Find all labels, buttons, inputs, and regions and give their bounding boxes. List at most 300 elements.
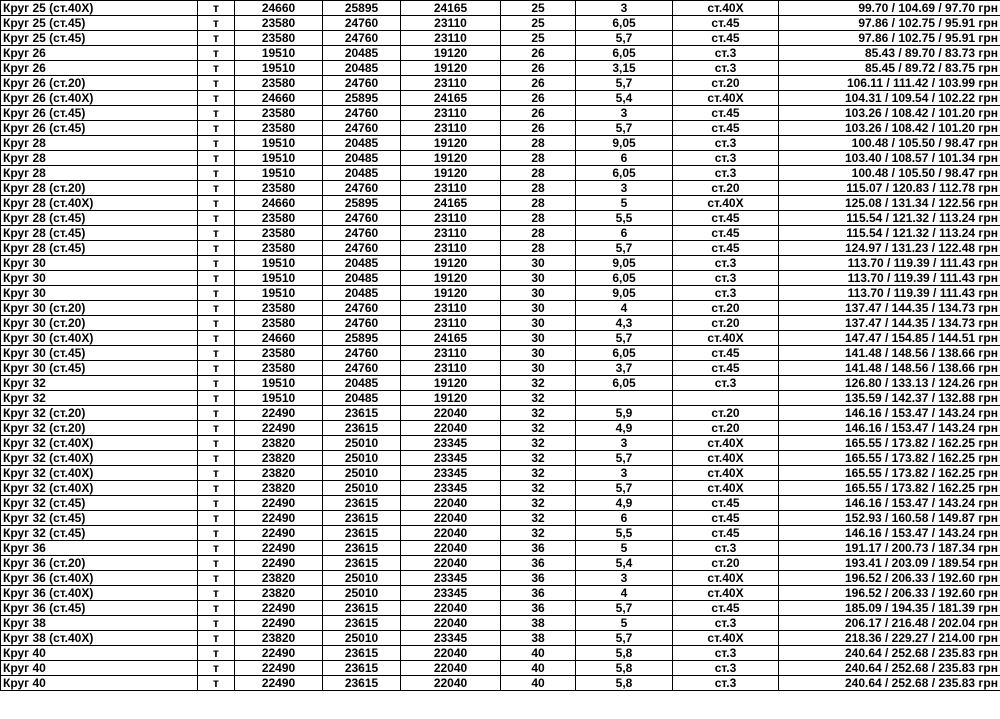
- price-2-cell: 20485: [323, 46, 401, 61]
- steel-grade-cell: ст.45: [673, 601, 779, 616]
- table-row: [1, 271, 1000, 286]
- table-row: [1, 136, 1000, 151]
- unit-price-cell: 104.31 / 109.54 / 102.22 грн: [779, 91, 1000, 106]
- product-name-cell: Круг 32 (ст.45): [1, 526, 198, 541]
- price-3-cell: 23345: [401, 481, 501, 496]
- unit-cell: т: [198, 241, 235, 256]
- price-2-cell: 23615: [323, 556, 401, 571]
- diameter-cell: 28: [501, 241, 576, 256]
- price-3-cell: 19120: [401, 286, 501, 301]
- price-2-cell: 24760: [323, 226, 401, 241]
- unit-cell: т: [198, 421, 235, 436]
- unit-cell: т: [198, 1, 235, 16]
- table-row: [1, 556, 1000, 571]
- unit-price-cell: 165.55 / 173.82 / 162.25 грн: [779, 451, 1000, 466]
- unit-price-cell: 97.86 / 102.75 / 95.91 грн: [779, 31, 1000, 46]
- steel-grade-cell: ст.20: [673, 316, 779, 331]
- steel-grade-cell: ст.45: [673, 241, 779, 256]
- length-cell: 5,5: [576, 526, 673, 541]
- product-name-cell: Круг 36: [1, 541, 198, 556]
- steel-grade-cell: ст.3: [673, 136, 779, 151]
- price-2-cell: 23615: [323, 676, 401, 691]
- table-row: [1, 451, 1000, 466]
- table-row: [1, 76, 1000, 91]
- unit-cell: т: [198, 286, 235, 301]
- product-name-cell: Круг 32 (ст.20): [1, 406, 198, 421]
- price-3-cell: 23110: [401, 16, 501, 31]
- unit-cell: т: [198, 256, 235, 271]
- length-cell: 5,7: [576, 451, 673, 466]
- price-1-cell: 24660: [235, 91, 323, 106]
- price-1-cell: 22490: [235, 556, 323, 571]
- price-1-cell: 23580: [235, 76, 323, 91]
- unit-cell: т: [198, 601, 235, 616]
- diameter-cell: 36: [501, 556, 576, 571]
- table-row: [1, 181, 1000, 196]
- unit-price-cell: 146.16 / 153.47 / 143.24 грн: [779, 496, 1000, 511]
- length-cell: 5: [576, 616, 673, 631]
- price-2-cell: 24760: [323, 301, 401, 316]
- diameter-cell: 32: [501, 376, 576, 391]
- diameter-cell: 32: [501, 421, 576, 436]
- steel-grade-cell: ст.20: [673, 181, 779, 196]
- diameter-cell: 30: [501, 361, 576, 376]
- price-2-cell: 23615: [323, 496, 401, 511]
- length-cell: 5,8: [576, 661, 673, 676]
- price-3-cell: 19120: [401, 391, 501, 406]
- unit-price-cell: 152.93 / 160.58 / 149.87 грн: [779, 511, 1000, 526]
- product-name-cell: Круг 32: [1, 391, 198, 406]
- steel-grade-cell: ст.45: [673, 16, 779, 31]
- diameter-cell: 40: [501, 646, 576, 661]
- price-1-cell: 23580: [235, 241, 323, 256]
- unit-price-cell: 206.17 / 216.48 / 202.04 грн: [779, 616, 1000, 631]
- unit-price-cell: 100.48 / 105.50 / 98.47 грн: [779, 166, 1000, 181]
- price-3-cell: 23345: [401, 466, 501, 481]
- steel-grade-cell: ст.20: [673, 556, 779, 571]
- product-name-cell: Круг 36 (ст.40Х): [1, 571, 198, 586]
- price-3-cell: 22040: [401, 601, 501, 616]
- steel-grade-cell: [673, 391, 779, 406]
- diameter-cell: 30: [501, 271, 576, 286]
- unit-price-cell: 196.52 / 206.33 / 192.60 грн: [779, 571, 1000, 586]
- steel-grade-cell: ст.3: [673, 166, 779, 181]
- unit-price-cell: 113.70 / 119.39 / 111.43 грн: [779, 271, 1000, 286]
- table-row: [1, 511, 1000, 526]
- diameter-cell: 38: [501, 631, 576, 646]
- price-1-cell: 19510: [235, 136, 323, 151]
- price-3-cell: 22040: [401, 526, 501, 541]
- length-cell: 5,5: [576, 211, 673, 226]
- table-row: [1, 301, 1000, 316]
- diameter-cell: 26: [501, 91, 576, 106]
- steel-grade-cell: ст.3: [673, 286, 779, 301]
- table-row: [1, 286, 1000, 301]
- diameter-cell: 28: [501, 166, 576, 181]
- price-1-cell: 23580: [235, 121, 323, 136]
- table-row: [1, 376, 1000, 391]
- unit-price-cell: 97.86 / 102.75 / 95.91 грн: [779, 16, 1000, 31]
- price-2-cell: 20485: [323, 136, 401, 151]
- price-3-cell: 22040: [401, 616, 501, 631]
- product-name-cell: Круг 30: [1, 271, 198, 286]
- price-3-cell: 23110: [401, 31, 501, 46]
- diameter-cell: 32: [501, 466, 576, 481]
- product-name-cell: Круг 26 (ст.45): [1, 106, 198, 121]
- diameter-cell: 36: [501, 586, 576, 601]
- length-cell: 6,05: [576, 46, 673, 61]
- price-1-cell: 23580: [235, 31, 323, 46]
- unit-price-cell: 126.80 / 133.13 / 124.26 грн: [779, 376, 1000, 391]
- diameter-cell: 25: [501, 31, 576, 46]
- table-row: [1, 661, 1000, 676]
- unit-price-cell: 146.16 / 153.47 / 143.24 грн: [779, 526, 1000, 541]
- unit-price-cell: 146.16 / 153.47 / 143.24 грн: [779, 421, 1000, 436]
- unit-price-cell: 135.59 / 142.37 / 132.88 грн: [779, 391, 1000, 406]
- price-1-cell: 23820: [235, 481, 323, 496]
- price-2-cell: 24760: [323, 181, 401, 196]
- price-1-cell: 23580: [235, 346, 323, 361]
- unit-cell: т: [198, 181, 235, 196]
- unit-cell: т: [198, 466, 235, 481]
- unit-price-cell: 240.64 / 252.68 / 235.83 грн: [779, 676, 1000, 691]
- table-row: [1, 61, 1000, 76]
- unit-cell: т: [198, 586, 235, 601]
- unit-cell: т: [198, 541, 235, 556]
- price-3-cell: 22040: [401, 541, 501, 556]
- price-2-cell: 20485: [323, 286, 401, 301]
- price-2-cell: 20485: [323, 271, 401, 286]
- length-cell: 3,15: [576, 61, 673, 76]
- price-1-cell: 19510: [235, 61, 323, 76]
- length-cell: 9,05: [576, 256, 673, 271]
- diameter-cell: 32: [501, 406, 576, 421]
- price-2-cell: 20485: [323, 391, 401, 406]
- unit-cell: т: [198, 316, 235, 331]
- price-2-cell: 23615: [323, 601, 401, 616]
- price-2-cell: 24760: [323, 346, 401, 361]
- steel-grade-cell: ст.40Х: [673, 1, 779, 16]
- length-cell: 4,9: [576, 496, 673, 511]
- product-name-cell: Круг 38: [1, 616, 198, 631]
- unit-price-cell: 115.07 / 120.83 / 112.78 грн: [779, 181, 1000, 196]
- table-row: [1, 421, 1000, 436]
- unit-cell: т: [198, 151, 235, 166]
- price-1-cell: 24660: [235, 331, 323, 346]
- price-3-cell: 23110: [401, 226, 501, 241]
- diameter-cell: 30: [501, 286, 576, 301]
- price-1-cell: 22490: [235, 406, 323, 421]
- unit-cell: т: [198, 226, 235, 241]
- price-3-cell: 23110: [401, 346, 501, 361]
- product-name-cell: Круг 25 (ст.45): [1, 31, 198, 46]
- price-3-cell: 19120: [401, 256, 501, 271]
- product-name-cell: Круг 25 (ст.45): [1, 16, 198, 31]
- product-name-cell: Круг 26 (ст.20): [1, 76, 198, 91]
- price-3-cell: 23110: [401, 76, 501, 91]
- unit-price-cell: 165.55 / 173.82 / 162.25 грн: [779, 436, 1000, 451]
- unit-cell: т: [198, 406, 235, 421]
- price-3-cell: 19120: [401, 136, 501, 151]
- length-cell: 6: [576, 511, 673, 526]
- diameter-cell: 26: [501, 121, 576, 136]
- steel-grade-cell: ст.45: [673, 496, 779, 511]
- length-cell: 3: [576, 466, 673, 481]
- steel-grade-cell: ст.3: [673, 61, 779, 76]
- price-3-cell: 23345: [401, 571, 501, 586]
- diameter-cell: 32: [501, 391, 576, 406]
- steel-grade-cell: ст.45: [673, 211, 779, 226]
- price-2-cell: 20485: [323, 151, 401, 166]
- table-row: [1, 601, 1000, 616]
- product-name-cell: Круг 32 (ст.20): [1, 421, 198, 436]
- unit-cell: т: [198, 76, 235, 91]
- table-row: [1, 481, 1000, 496]
- unit-price-cell: 103.26 / 108.42 / 101.20 грн: [779, 106, 1000, 121]
- table-row: [1, 631, 1000, 646]
- price-1-cell: 22490: [235, 496, 323, 511]
- table-row: [1, 646, 1000, 661]
- unit-cell: т: [198, 676, 235, 691]
- unit-price-cell: 240.64 / 252.68 / 235.83 грн: [779, 661, 1000, 676]
- unit-price-cell: 137.47 / 144.35 / 134.73 грн: [779, 301, 1000, 316]
- steel-grade-cell: ст.3: [673, 376, 779, 391]
- price-2-cell: 20485: [323, 376, 401, 391]
- price-2-cell: 20485: [323, 61, 401, 76]
- price-2-cell: 20485: [323, 256, 401, 271]
- steel-grade-cell: ст.40Х: [673, 481, 779, 496]
- price-3-cell: 23110: [401, 106, 501, 121]
- price-3-cell: 22040: [401, 556, 501, 571]
- diameter-cell: 30: [501, 301, 576, 316]
- price-3-cell: 19120: [401, 46, 501, 61]
- steel-grade-cell: ст.20: [673, 421, 779, 436]
- unit-cell: т: [198, 556, 235, 571]
- price-3-cell: 23110: [401, 361, 501, 376]
- price-2-cell: 23615: [323, 646, 401, 661]
- length-cell: 5,7: [576, 481, 673, 496]
- steel-grade-cell: ст.45: [673, 526, 779, 541]
- steel-grade-cell: ст.45: [673, 361, 779, 376]
- unit-price-cell: 103.40 / 108.57 / 101.34 грн: [779, 151, 1000, 166]
- price-2-cell: 24760: [323, 31, 401, 46]
- price-3-cell: 23110: [401, 181, 501, 196]
- steel-grade-cell: ст.40Х: [673, 451, 779, 466]
- diameter-cell: 26: [501, 46, 576, 61]
- unit-cell: т: [198, 106, 235, 121]
- price-2-cell: 25895: [323, 1, 401, 16]
- diameter-cell: 30: [501, 256, 576, 271]
- product-name-cell: Круг 30: [1, 256, 198, 271]
- price-3-cell: 24165: [401, 196, 501, 211]
- table-row: [1, 406, 1000, 421]
- length-cell: 3: [576, 1, 673, 16]
- price-1-cell: 24660: [235, 196, 323, 211]
- table-row: [1, 31, 1000, 46]
- steel-grade-cell: ст.45: [673, 346, 779, 361]
- price-1-cell: 22490: [235, 541, 323, 556]
- price-3-cell: 19120: [401, 166, 501, 181]
- table-row: [1, 211, 1000, 226]
- unit-price-cell: 137.47 / 144.35 / 134.73 грн: [779, 316, 1000, 331]
- price-3-cell: 23345: [401, 436, 501, 451]
- unit-price-cell: 165.55 / 173.82 / 162.25 грн: [779, 481, 1000, 496]
- diameter-cell: 28: [501, 226, 576, 241]
- table-row: [1, 496, 1000, 511]
- steel-grade-cell: ст.45: [673, 511, 779, 526]
- product-name-cell: Круг 30 (ст.20): [1, 301, 198, 316]
- unit-cell: т: [198, 301, 235, 316]
- length-cell: 5: [576, 541, 673, 556]
- length-cell: 5,7: [576, 331, 673, 346]
- unit-price-cell: 191.17 / 200.73 / 187.34 грн: [779, 541, 1000, 556]
- product-name-cell: Круг 36 (ст.40Х): [1, 586, 198, 601]
- diameter-cell: 32: [501, 451, 576, 466]
- unit-price-cell: 146.16 / 153.47 / 143.24 грн: [779, 406, 1000, 421]
- unit-price-cell: 147.47 / 154.85 / 144.51 грн: [779, 331, 1000, 346]
- steel-grade-cell: ст.3: [673, 541, 779, 556]
- product-name-cell: Круг 32 (ст.40Х): [1, 466, 198, 481]
- unit-cell: т: [198, 121, 235, 136]
- length-cell: 5,7: [576, 241, 673, 256]
- diameter-cell: 28: [501, 151, 576, 166]
- product-name-cell: Круг 32 (ст.40Х): [1, 451, 198, 466]
- diameter-cell: 25: [501, 16, 576, 31]
- unit-price-cell: 115.54 / 121.32 / 113.24 грн: [779, 226, 1000, 241]
- product-name-cell: Круг 28 (ст.45): [1, 211, 198, 226]
- unit-price-cell: 85.45 / 89.72 / 83.75 грн: [779, 61, 1000, 76]
- price-1-cell: 23820: [235, 451, 323, 466]
- unit-cell: т: [198, 496, 235, 511]
- diameter-cell: 30: [501, 316, 576, 331]
- diameter-cell: 26: [501, 76, 576, 91]
- price-1-cell: 22490: [235, 526, 323, 541]
- product-name-cell: Круг 40: [1, 661, 198, 676]
- unit-cell: т: [198, 16, 235, 31]
- price-2-cell: 23615: [323, 661, 401, 676]
- unit-cell: т: [198, 646, 235, 661]
- unit-cell: т: [198, 436, 235, 451]
- unit-price-cell: 106.11 / 111.42 / 103.99 грн: [779, 76, 1000, 91]
- diameter-cell: 36: [501, 571, 576, 586]
- unit-price-cell: 113.70 / 119.39 / 111.43 грн: [779, 256, 1000, 271]
- unit-price-cell: 115.54 / 121.32 / 113.24 грн: [779, 211, 1000, 226]
- product-name-cell: Круг 26 (ст.40Х): [1, 91, 198, 106]
- price-3-cell: 23110: [401, 301, 501, 316]
- unit-cell: т: [198, 631, 235, 646]
- product-name-cell: Круг 40: [1, 676, 198, 691]
- steel-grade-cell: ст.3: [673, 616, 779, 631]
- product-name-cell: Круг 28: [1, 136, 198, 151]
- diameter-cell: 32: [501, 496, 576, 511]
- unit-cell: т: [198, 211, 235, 226]
- diameter-cell: 26: [501, 106, 576, 121]
- table-row: [1, 241, 1000, 256]
- product-name-cell: Круг 28 (ст.45): [1, 241, 198, 256]
- length-cell: 5,7: [576, 76, 673, 91]
- price-1-cell: 23820: [235, 466, 323, 481]
- price-1-cell: 22490: [235, 511, 323, 526]
- price-2-cell: 25010: [323, 631, 401, 646]
- unit-cell: т: [198, 391, 235, 406]
- price-3-cell: 22040: [401, 421, 501, 436]
- unit-cell: т: [198, 196, 235, 211]
- price-2-cell: 23615: [323, 541, 401, 556]
- unit-price-cell: 124.97 / 131.23 / 122.48 грн: [779, 241, 1000, 256]
- table-row: [1, 256, 1000, 271]
- steel-grade-cell: ст.40Х: [673, 586, 779, 601]
- product-name-cell: Круг 32: [1, 376, 198, 391]
- unit-cell: т: [198, 481, 235, 496]
- product-name-cell: Круг 30 (ст.40Х): [1, 331, 198, 346]
- table-row: [1, 616, 1000, 631]
- table-row: [1, 391, 1000, 406]
- steel-grade-cell: ст.40Х: [673, 331, 779, 346]
- length-cell: 5,4: [576, 91, 673, 106]
- steel-grade-cell: ст.3: [673, 46, 779, 61]
- price-3-cell: 22040: [401, 646, 501, 661]
- steel-grade-cell: ст.3: [673, 256, 779, 271]
- price-2-cell: 24760: [323, 211, 401, 226]
- table-row: [1, 196, 1000, 211]
- price-3-cell: 23110: [401, 241, 501, 256]
- unit-price-cell: 85.43 / 89.70 / 83.73 грн: [779, 46, 1000, 61]
- length-cell: 5,7: [576, 121, 673, 136]
- table-row: [1, 1, 1000, 16]
- unit-cell: т: [198, 661, 235, 676]
- unit-price-cell: 141.48 / 148.56 / 138.66 грн: [779, 346, 1000, 361]
- price-1-cell: 23580: [235, 226, 323, 241]
- price-2-cell: 23615: [323, 406, 401, 421]
- price-3-cell: 24165: [401, 91, 501, 106]
- price-2-cell: 24760: [323, 106, 401, 121]
- unit-cell: т: [198, 616, 235, 631]
- unit-cell: т: [198, 346, 235, 361]
- price-2-cell: 25010: [323, 586, 401, 601]
- product-name-cell: Круг 32 (ст.45): [1, 511, 198, 526]
- price-1-cell: 24660: [235, 1, 323, 16]
- price-1-cell: 23580: [235, 211, 323, 226]
- price-1-cell: 19510: [235, 256, 323, 271]
- price-2-cell: 23615: [323, 421, 401, 436]
- price-1-cell: 19510: [235, 166, 323, 181]
- price-2-cell: 25895: [323, 196, 401, 211]
- table-row: [1, 676, 1000, 691]
- steel-grade-cell: ст.3: [673, 151, 779, 166]
- length-cell: 5: [576, 196, 673, 211]
- price-3-cell: 22040: [401, 496, 501, 511]
- unit-cell: т: [198, 46, 235, 61]
- price-1-cell: 23820: [235, 586, 323, 601]
- unit-price-cell: 100.48 / 105.50 / 98.47 грн: [779, 136, 1000, 151]
- price-table-body: [1, 1, 1000, 691]
- price-3-cell: 23345: [401, 586, 501, 601]
- diameter-cell: 32: [501, 526, 576, 541]
- steel-grade-cell: ст.40Х: [673, 466, 779, 481]
- unit-cell: т: [198, 571, 235, 586]
- unit-price-cell: 185.09 / 194.35 / 181.39 грн: [779, 601, 1000, 616]
- table-row: [1, 346, 1000, 361]
- product-name-cell: Круг 25 (ст.40Х): [1, 1, 198, 16]
- price-1-cell: 19510: [235, 271, 323, 286]
- table-row: [1, 151, 1000, 166]
- length-cell: 6: [576, 226, 673, 241]
- product-name-cell: Круг 38 (ст.40Х): [1, 631, 198, 646]
- price-1-cell: 19510: [235, 376, 323, 391]
- price-3-cell: 19120: [401, 271, 501, 286]
- unit-price-cell: 240.64 / 252.68 / 235.83 грн: [779, 646, 1000, 661]
- diameter-cell: 26: [501, 61, 576, 76]
